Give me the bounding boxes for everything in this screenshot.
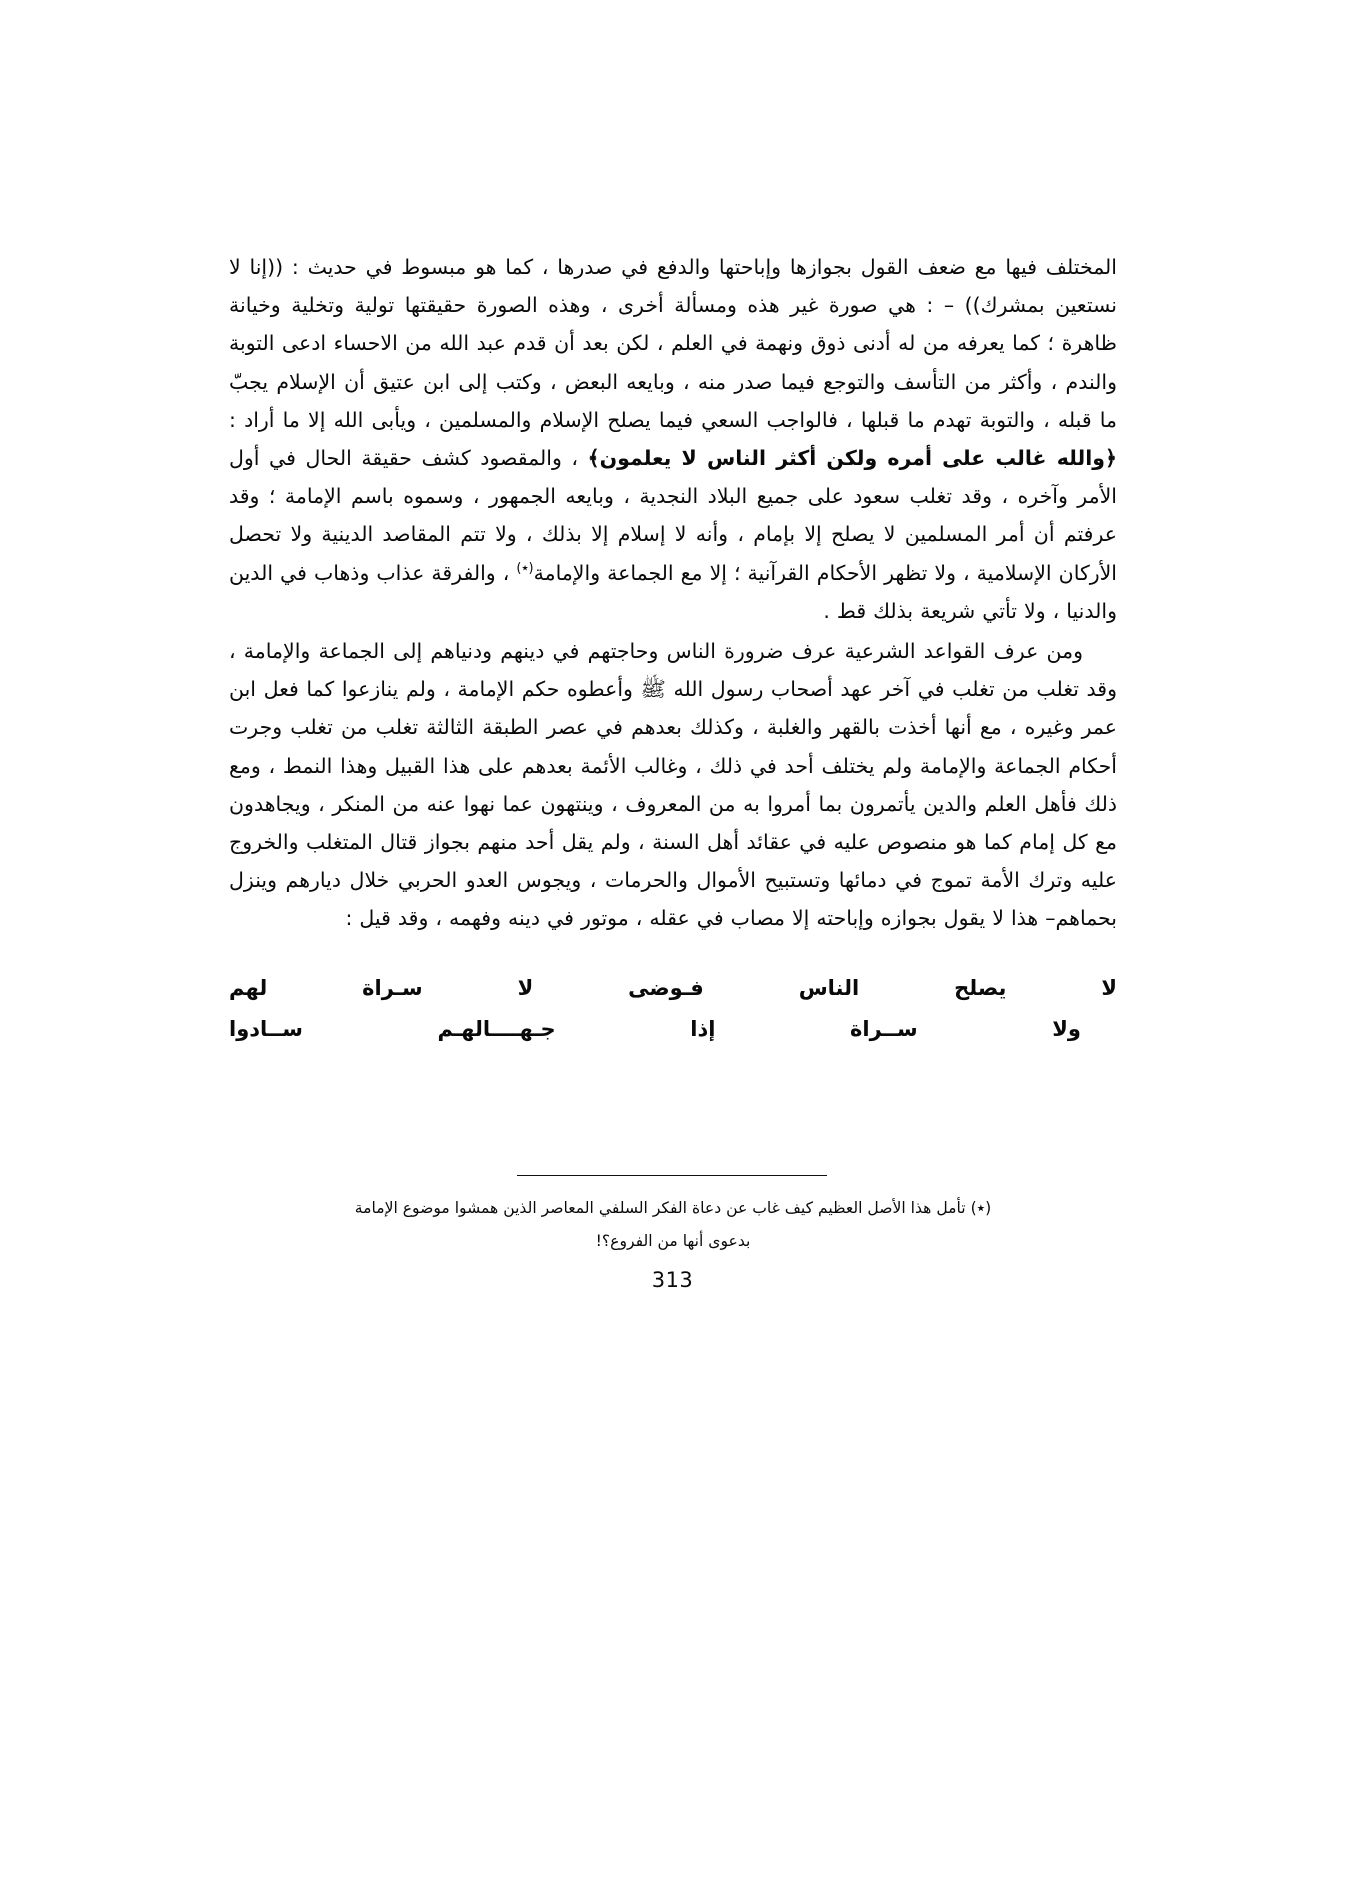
paragraph-2-text-a: ومن عرف القواعد الشرعية عرف ضرورة الناس وحاجتهم في دينهم ودنياهم إلى الجماعة والإمامة ، وقد تغلب من تغلب في آخر عهد أصحاب رسول الله [229, 639, 1117, 702]
quran-quote: ﴿والله غالب على أمره ولكن أكثر الناس لا يعلمون﴾ [587, 446, 1117, 471]
paragraph-1-text-b: ، والمقصود كشف حقيقة الحال في أول الأمر وآخره ، وقد تغلب سعود على جميع البلاد النجدية ، وبايعه الجمهور ، وسموه باسم الإمامة ؛ وقد عرفتم أن أمر المسلمين لا يصلح إلا بإمام ، وأنه لا إسلام إلا بذلك ، ولا تتم المقاصد الدينية ولا تحصل الأركان الإسلامية ، ولا تظهر الأحكام القرآنية ؛ إلا مع الجماعة والإمامة [229, 446, 1117, 585]
paragraph-1-text-a: المختلف فيها مع ضعف القول بجوازها وإباحتها والدفع في صدرها ، كما هو مبسوط في حديث : ((إنا لا نستعين بمشرك)) – : هي صورة غير هذه ومسألة أخرى ، وهذه الصورة حقيقتها تولية وتخلية وخيانة ظاهرة ؛ كما يعرفه من له أدنى ذوق ونهمة في العلم ، لكن بعد أن قدم عبد الله من الاحساء ادعى التوبة والندم ، وأكثر من التأسف والتوجع فيما صدر منه ، وبايعه البعض ، وكتب إلى ابن عتيق أن الإسلام يجبّ ما قبله ، والتوبة تهدم ما قبلها ، فالواجب السعي فيما يصلح الإسلام والمسلمين ، ويأبى الله إلا ما أراد : [229, 255, 1117, 432]
paragraph-1-text-c: ، والفرقة عذاب وذهاب في الدين والدنيا ، ولا تأتي شريعة بذلك قط . [229, 560, 1117, 623]
poem-block [229, 968, 1117, 1050]
page-number: 313 [651, 1268, 694, 1292]
page-body [229, 248, 1117, 1050]
poem-line-1: لا يصلح الناس فـوضى لا سـراة لهم [229, 975, 1117, 1000]
footnote-body [229, 1192, 1117, 1258]
paragraph-2 [229, 632, 1117, 938]
footnote-line-2: بدعوى أنها من الفروع؟! [595, 1232, 751, 1250]
poem-line-2: ولا ســراة إذا جـهــــالهـم ســادوا [229, 1016, 1081, 1041]
footnote-separator-rule [517, 1175, 827, 1176]
paragraph-2-text-b: وأعطوه حكم الإمامة ، ولم ينازعوا كما فعل ابن عمر وغيره ، مع أنها أخذت بالقهر والغلبة ، وكذلك بعدهم في عصر الطبقة الثالثة تغلب من تغلب وجرت أحكام الجماعة والإمامة ولم يختلف أحد في ذلك ، وغالب الأئمة بعدهم على هذا القبيل وهذا النمط ، ومع ذلك فأهل العلم والدين يأتمرون بما أمروا به من المعروف ، وينتهون عما نهوا عنه من المنكر ، ويجاهدون مع كل إمام كما هو منصوص عليه في عقائد أهل السنة ، ولم يقل أحد منهم بجواز قتال المتغلب والخروج عليه وترك الأمة تموج في دمائها وتستبيح الأموال والحرمات ، ويجوس العدو الحربي خلال ديارهم وينزل بحماهم– هذا لا يقول بجوازه وإباحته إلا مصاب في عقله ، موتور في دينه وفهمه ، وقد قيل : [229, 677, 1117, 931]
paragraph-1 [229, 248, 1117, 630]
sallallahu-alayhi-wasallam-icon: ﷺ [640, 677, 666, 702]
footnote-section [229, 1175, 1117, 1258]
footnote-line-1: (٭) تأمل هذا الأصل العظيم كيف غاب عن دعاة الفكر السلفي المعاصر الذين همشوا موضوع الإمامة [354, 1199, 992, 1217]
footnote-marker-inline: (٭) [516, 560, 534, 576]
